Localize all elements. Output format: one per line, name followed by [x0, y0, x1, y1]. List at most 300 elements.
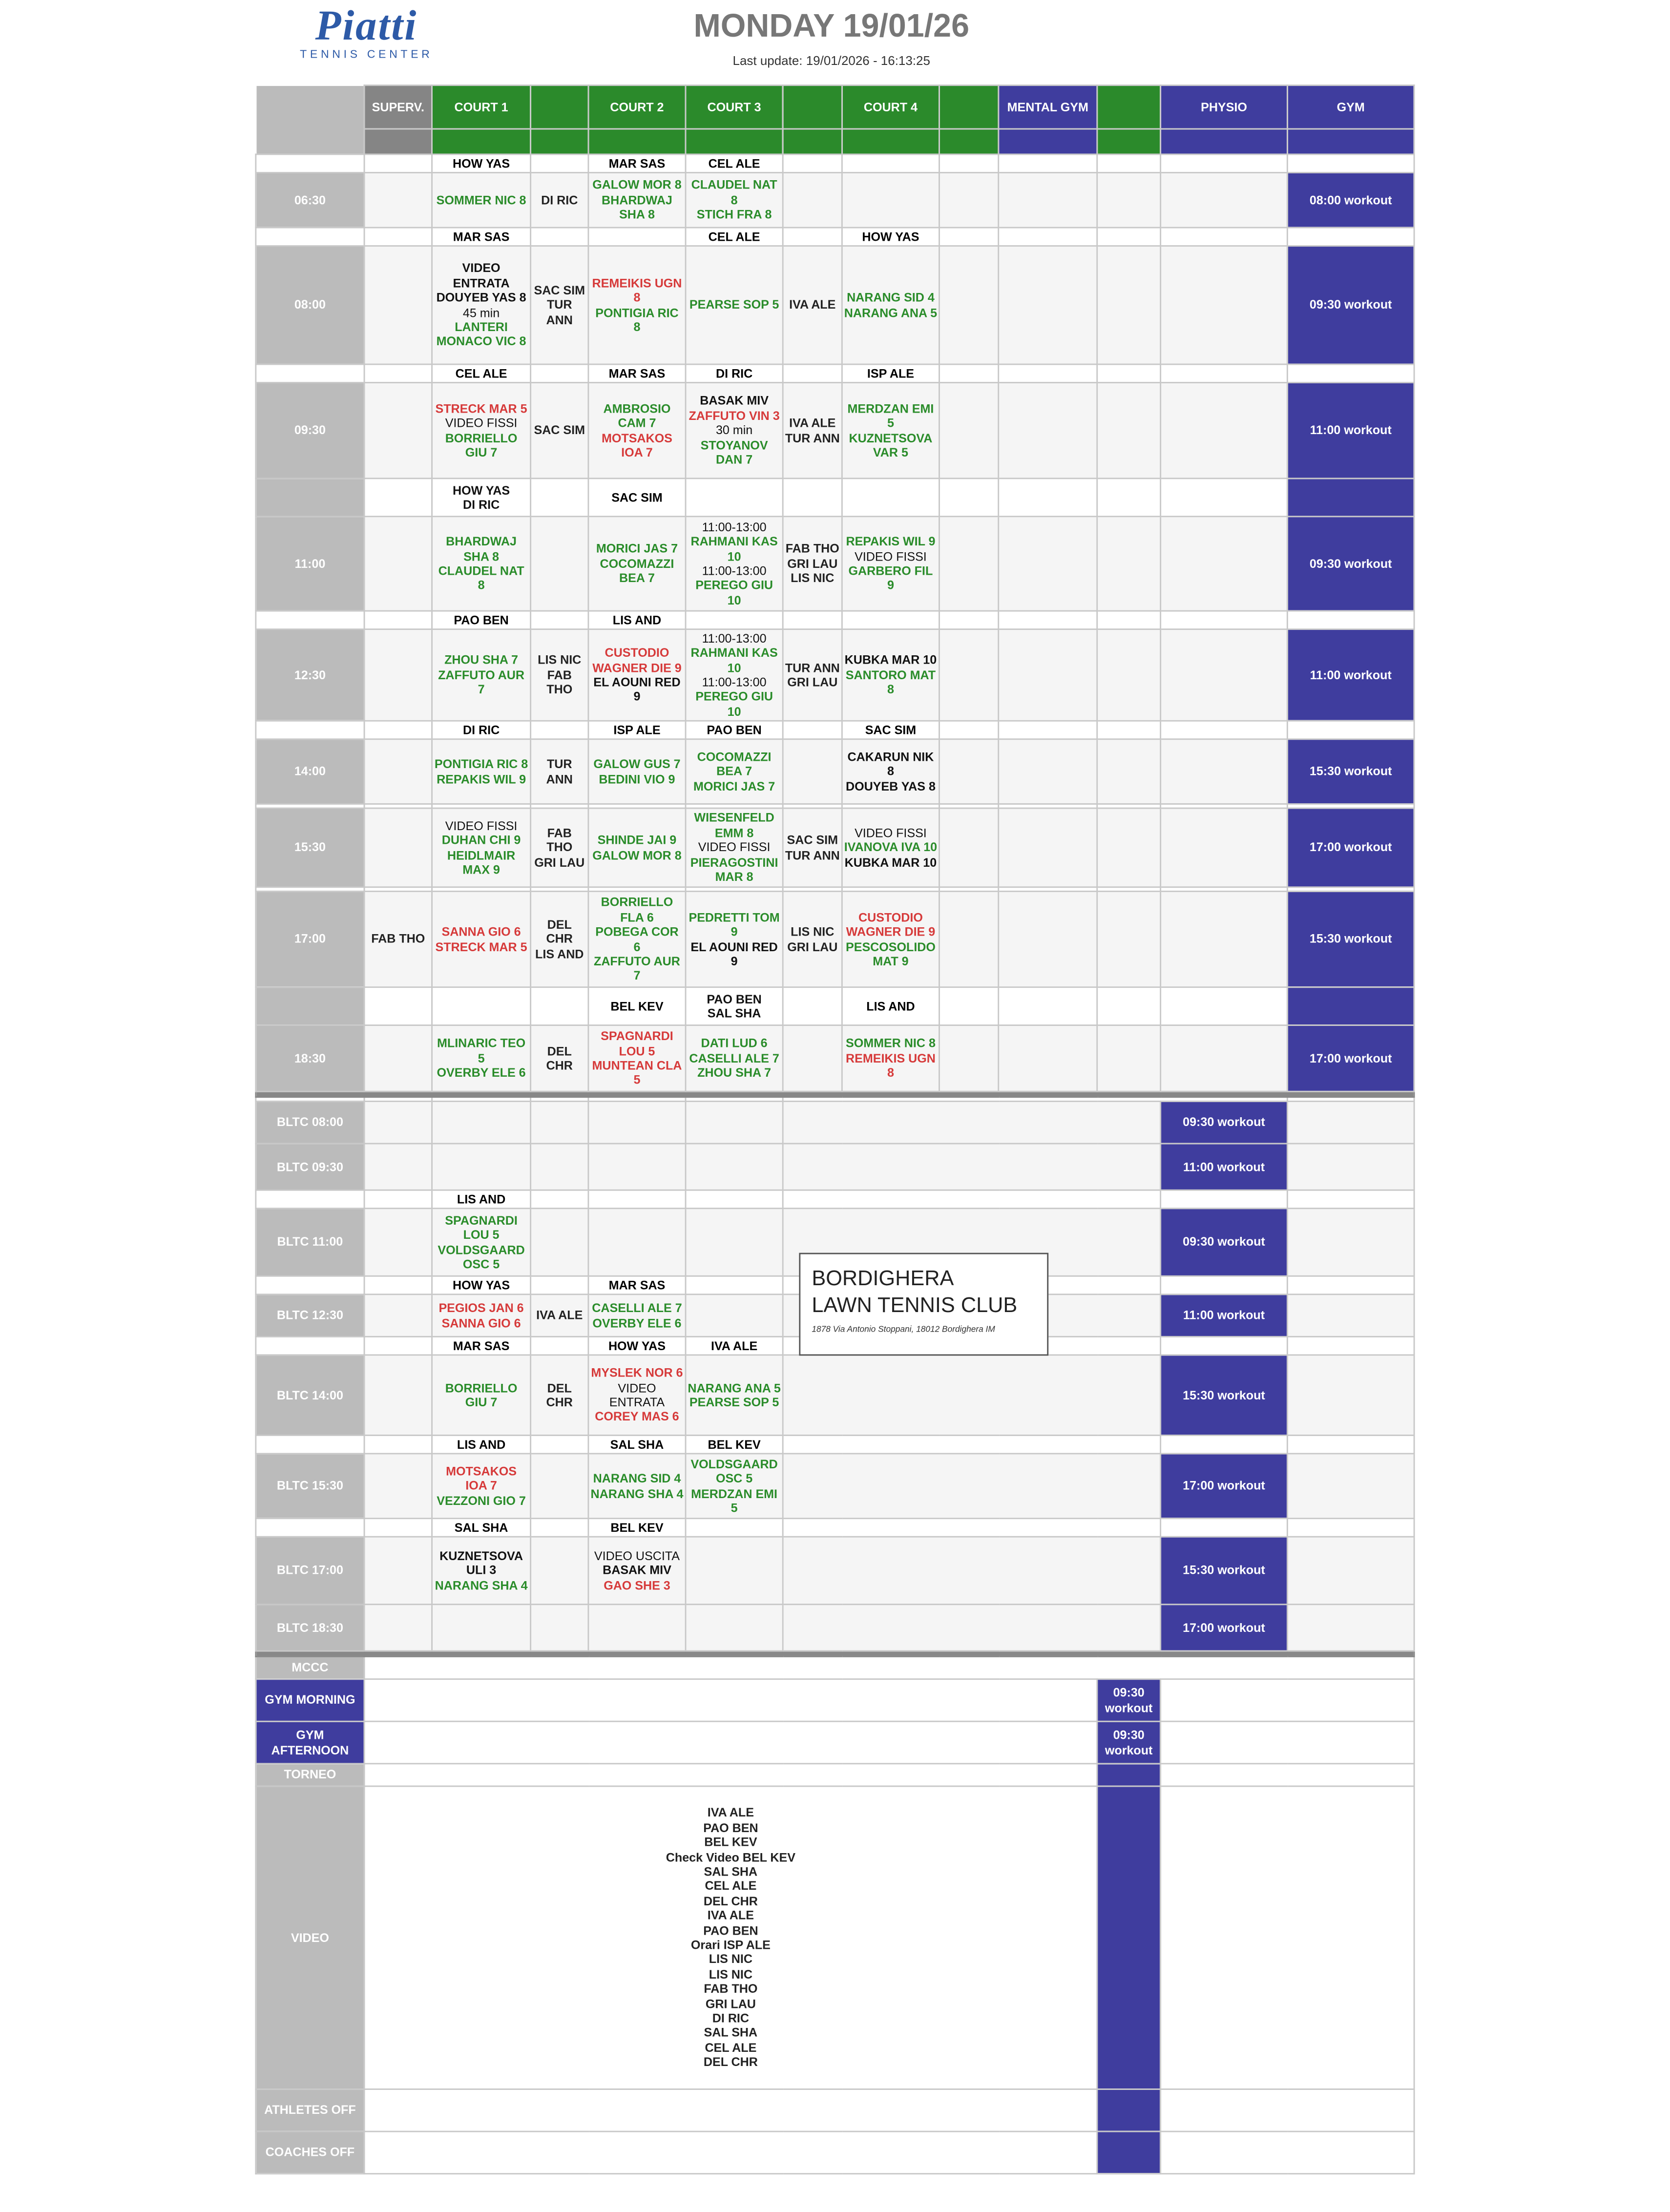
schedule-cell: [256, 887, 364, 892]
cell-entry: CLAUDEL NAT 8: [438, 563, 524, 593]
schedule-cell: [686, 1519, 783, 1537]
schedule-cell: [1287, 1144, 1414, 1190]
schedule-cell: [588, 383, 686, 479]
schedule-cell: [588, 887, 686, 892]
cell-entry: ZAFFUTO AUR 7: [593, 954, 680, 983]
video-list-item: DEL CHR: [703, 2055, 758, 2069]
cell-entry: LIS NIC: [791, 924, 835, 939]
header-court2: COURT 2: [588, 85, 686, 129]
schedule-cell: [842, 479, 939, 517]
schedule-cell: [686, 383, 783, 479]
schedule-cell: [686, 891, 783, 987]
schedule-cell: [588, 1144, 686, 1190]
schedule-cell: [364, 1679, 1097, 1722]
schedule-cell: [364, 629, 432, 721]
video-list-item: PAO BEN: [703, 1923, 758, 1938]
cell-entry: PEARSE SOP 5: [689, 1395, 779, 1409]
time-1530: 15:30: [256, 808, 364, 887]
schedule-cell: [1161, 808, 1288, 887]
schedule-cell: [939, 611, 999, 629]
schedule-cell: [531, 629, 588, 721]
cell-entry: COCOMAZZI BEA 7: [600, 556, 674, 585]
schedule-cell: [842, 739, 939, 804]
schedule-cell: [432, 1605, 531, 1651]
schedule-cell: [1097, 739, 1161, 804]
schedule-cell: [364, 1101, 432, 1144]
schedule-cell: [1097, 173, 1161, 228]
schedule-cell: [1287, 987, 1414, 1025]
schedule-cell: ISP ALE: [588, 721, 686, 739]
schedule-cell: [783, 129, 842, 154]
schedule-cell: [364, 2089, 1097, 2131]
schedule-cell: [1161, 887, 1288, 892]
schedule-cell: MAR SAS: [588, 364, 686, 383]
cell-entry: NARANG ANA 5: [688, 1380, 781, 1395]
header-court1: COURT 1: [432, 85, 531, 129]
schedule-cell: [364, 1537, 432, 1605]
schedule-cell: [1287, 1294, 1414, 1337]
cell-entry: KUZNETSOVA ULI 3: [439, 1548, 523, 1578]
schedule-cell: [1161, 364, 1288, 383]
schedule-cell: [1287, 1336, 1414, 1355]
schedule-cell: [686, 739, 783, 804]
schedule-cell: [999, 804, 1097, 808]
schedule-cell: [999, 479, 1097, 517]
schedule-cell: [588, 1190, 686, 1209]
schedule-cell: [939, 517, 999, 611]
cell-entry: PESCOSOLIDO MAT 9: [846, 939, 936, 968]
schedule-cell: [432, 1097, 531, 1102]
cell-entry: CUSTODIO: [605, 646, 669, 660]
video-list-item: PAO BEN: [703, 1820, 758, 1835]
schedule-cell: [432, 246, 531, 364]
schedule-cell: [364, 1764, 1097, 1786]
schedule-cell: [999, 228, 1097, 246]
schedule-cell: [1097, 2089, 1161, 2131]
schedule-cell: [432, 804, 531, 808]
cell-entry: DI RIC: [462, 497, 500, 512]
cell-entry: 30 min: [715, 423, 753, 438]
video-list-item: LIS NIC: [709, 1952, 752, 1967]
schedule-cell: CEL ALE: [432, 364, 531, 383]
schedule-cell: [939, 629, 999, 721]
schedule-cell: [999, 383, 1097, 479]
schedule-cell: [364, 1355, 432, 1436]
schedule-cell: TUR ANN: [531, 739, 588, 804]
cell-entry: EL AOUNI RED 9: [593, 675, 681, 704]
cell-entry: GRI LAU: [787, 675, 838, 689]
schedule-cell: [364, 228, 432, 246]
schedule-cell: HOW YAS: [588, 1336, 686, 1355]
cell-entry: BHARDWAJ SHA 8: [446, 534, 517, 563]
schedule-cell: [939, 739, 999, 804]
cell-entry: ZHOU SHA 7: [444, 653, 519, 668]
cell-entry: BASAK MIV: [700, 394, 769, 408]
schedule-cell: [364, 739, 432, 804]
physio-workout: 15:30 workout: [1161, 1355, 1288, 1436]
schedule-cell: [256, 987, 364, 1025]
cell-entry: 11:00-13:00: [702, 563, 767, 578]
schedule-cell: [1097, 987, 1161, 1025]
cell-entry: AMBROSIO CAM 7: [603, 401, 671, 430]
cell-entry: DUHAN CHI 9: [441, 833, 521, 847]
schedule-cell: [686, 1025, 783, 1092]
schedule-cell: [531, 887, 588, 892]
label-gym-afternoon: GYM AFTERNOON: [256, 1721, 364, 1764]
schedule-cell: [256, 1190, 364, 1209]
cell-entry: VOLDSGAARD OSC 5: [438, 1242, 525, 1271]
cell-entry: WIESENFELD EMM 8: [694, 811, 774, 840]
cell-entry: PEDRETTI TOM 9: [689, 910, 780, 939]
cell-entry: KUBKA MAR 10: [844, 855, 937, 869]
schedule-cell: [531, 228, 588, 246]
schedule-cell: [1287, 887, 1414, 892]
cell-entry: LIS NIC: [538, 653, 582, 668]
schedule-cell: [999, 891, 1097, 987]
schedule-cell: [999, 173, 1097, 228]
cell-entry: BORRIELLO FLA 6: [601, 895, 673, 924]
cell-entry: 45 min: [462, 305, 500, 319]
schedule-cell: [256, 1091, 1414, 1097]
schedule-cell: [432, 1025, 531, 1092]
schedule-cell: SAC SIM: [588, 479, 686, 517]
schedule-cell: [1161, 1435, 1288, 1454]
schedule-cell: [531, 479, 588, 517]
schedule-cell: [939, 479, 999, 517]
cell-entry: VIDEO USCITA: [594, 1548, 680, 1563]
schedule-cell: [842, 804, 939, 808]
cell-entry: WAGNER DIE 9: [846, 924, 936, 939]
schedule-cell: [588, 1454, 686, 1519]
cell-entry: CASELLI ALE 7: [689, 1051, 779, 1065]
header-court3: COURT 3: [686, 85, 783, 129]
cell-entry: NARANG ANA 5: [844, 305, 938, 319]
cell-entry: SAC SIM: [787, 833, 838, 847]
schedule-cell: [1287, 479, 1414, 517]
time-0930: 09:30: [256, 383, 364, 479]
cell-entry: SAC SIM: [534, 283, 585, 297]
schedule-cell: [531, 1336, 588, 1355]
cell-entry: NARANG SID 4: [593, 1471, 681, 1486]
time-1830: 18:30: [256, 1025, 364, 1092]
schedule-cell: [1287, 1101, 1414, 1144]
schedule-cell: [432, 383, 531, 479]
schedule-cell: [939, 887, 999, 892]
cell-entry: PEARSE SOP 5: [689, 297, 779, 312]
schedule-cell: IVA ALE: [783, 246, 842, 364]
schedule-cell: [364, 1656, 1414, 1679]
schedule-cell: [1287, 1537, 1414, 1605]
schedule-cell: [432, 1209, 531, 1276]
schedule-cell: [1287, 228, 1414, 246]
schedule-cell: BEL KEV: [686, 1435, 783, 1454]
schedule-cell: [256, 479, 364, 517]
cell-entry: TUR ANN: [785, 660, 840, 675]
cell-entry: REMEIKIS UGN 8: [592, 275, 682, 305]
cell-entry: GRI LAU: [787, 556, 838, 571]
schedule-cell: [1161, 2089, 1414, 2131]
schedule-cell: DI RIC: [432, 721, 531, 739]
schedule-cell: [686, 1605, 783, 1651]
cell-entry: PIERAGOSTINI MAR 8: [690, 855, 778, 884]
schedule-cell: [999, 629, 1097, 721]
cell-entry: VIDEO FISSI: [855, 825, 927, 840]
schedule-cell: [783, 987, 842, 1025]
schedule-cell: [1097, 611, 1161, 629]
cell-entry: LANTERI MONACO VIC 8: [436, 319, 526, 349]
schedule-cell: [686, 808, 783, 887]
schedule-cell: [999, 721, 1097, 739]
schedule-cell: [842, 246, 939, 364]
schedule-cell: [588, 891, 686, 987]
schedule-cell: [1161, 1025, 1288, 1092]
schedule-cell: [783, 228, 842, 246]
schedule-cell: [999, 364, 1097, 383]
schedule-cell: [842, 173, 939, 228]
cell-entry: CAKARUN NIK 8: [847, 750, 934, 778]
schedule-cell: [999, 1025, 1097, 1092]
cell-entry: SHINDE JAI 9: [597, 833, 677, 847]
schedule-cell: [939, 1025, 999, 1092]
video-list-item: IVA ALE: [707, 1805, 754, 1820]
cell-entry: MOTSAKOS IOA 7: [602, 430, 672, 459]
schedule-cell: [1097, 479, 1161, 517]
gym-workout: 09:30 workout: [1287, 517, 1414, 611]
cell-entry: VIDEO ENTRATA: [453, 261, 510, 290]
schedule-cell: [1161, 383, 1288, 479]
schedule-cell: [783, 1101, 1160, 1144]
schedule-cell: [686, 517, 783, 611]
schedule-cell: [1097, 1764, 1161, 1786]
schedule-cell: [1161, 1276, 1288, 1294]
cell-entry: 11:00-13:00: [702, 520, 767, 534]
schedule-cell: [686, 1144, 783, 1190]
schedule-cell: [1161, 1190, 1288, 1209]
cell-entry: STRECK MAR 5: [435, 401, 527, 416]
schedule-cell: [588, 246, 686, 364]
schedule-cell: DI RIC: [686, 364, 783, 383]
schedule-cell: [364, 154, 432, 173]
cell-entry: OVERBY ELE 6: [592, 1315, 682, 1330]
schedule-cell: [1097, 804, 1161, 808]
schedule-cell: [1287, 1435, 1414, 1454]
schedule-cell: [939, 383, 999, 479]
schedule-cell: [432, 479, 531, 517]
schedule-cell: [256, 1336, 364, 1355]
schedule-cell: [1097, 85, 1161, 129]
gym-morning-workout: 09:30 workout: [1097, 1679, 1161, 1722]
schedule-cell: [686, 1355, 783, 1436]
schedule-cell: [256, 364, 364, 383]
cell-entry: PEGIOS JAN 6: [438, 1301, 524, 1315]
video-list-item: BEL KEV: [704, 1835, 757, 1849]
schedule-cell: LIS AND: [588, 611, 686, 629]
cell-entry: GALOW MOR 8: [592, 178, 682, 192]
schedule-cell: [432, 1101, 531, 1144]
cell-entry: MYSLEK NOR 6: [591, 1366, 683, 1380]
schedule-cell: [783, 517, 842, 611]
schedule-cell: [1161, 1764, 1414, 1786]
cell-entry: GRI LAU: [787, 939, 838, 954]
schedule-cell: [783, 887, 842, 892]
cell-entry: MORICI JAS 7: [693, 779, 775, 793]
cell-entry: REPAKIS WIL 9: [846, 534, 936, 549]
schedule-cell: LIS AND: [432, 1190, 531, 1209]
cell-entry: MERDZAN EMI 5: [847, 401, 934, 430]
schedule-cell: [783, 85, 842, 129]
schedule-cell: [1161, 629, 1288, 721]
video-list-item: Check Video BEL KEV: [666, 1850, 796, 1864]
schedule-cell: [783, 1097, 1287, 1102]
gym-workout: 15:30 workout: [1287, 739, 1414, 804]
schedule-cell: [364, 808, 432, 887]
schedule-grid: [255, 84, 1415, 2174]
cell-entry: NARANG SHA 4: [590, 1486, 684, 1501]
schedule-cell: [686, 246, 783, 364]
schedule-cell: [256, 85, 364, 129]
schedule-cell: [939, 987, 999, 1025]
schedule-cell: [939, 721, 999, 739]
schedule-cell: [783, 1519, 1160, 1537]
cell-entry: DATI LUD 6: [701, 1036, 768, 1051]
schedule-cell: [1161, 1786, 1414, 2089]
cell-entry: SPAGNARDI LOU 5: [601, 1029, 673, 1058]
schedule-cell: [1161, 2131, 1414, 2174]
schedule-cell: [588, 1209, 686, 1276]
schedule-cell: [364, 1097, 432, 1102]
cell-entry: VIDEO FISSI: [698, 840, 771, 855]
schedule-cell: [1287, 1454, 1414, 1519]
gym-workout: 17:00 workout: [1287, 1025, 1414, 1092]
schedule-cell: [939, 891, 999, 987]
label-athletes-off: ATHLETES OFF: [256, 2089, 364, 2131]
schedule-cell: [364, 987, 432, 1025]
schedule-cell: [364, 1209, 432, 1276]
schedule-cell: [364, 364, 432, 383]
schedule-cell: [1097, 154, 1161, 173]
schedule-cell: ISP ALE: [842, 364, 939, 383]
cell-entry: CASELLI ALE 7: [592, 1301, 682, 1315]
schedule-cell: [686, 987, 783, 1025]
schedule-cell: [364, 1605, 432, 1651]
cell-entry: NARANG SID 4: [847, 290, 935, 305]
schedule-cell: [364, 246, 432, 364]
schedule-cell: [588, 1355, 686, 1436]
gym-afternoon-workout: 09:30 workout: [1097, 1721, 1161, 1764]
schedule-cell: [686, 1097, 783, 1102]
schedule-cell: [1097, 383, 1161, 479]
cell-entry: TUR ANN: [785, 847, 840, 862]
schedule-cell: FAB THO: [364, 891, 432, 987]
schedule-cell: [783, 739, 842, 804]
schedule-cell: [432, 1355, 531, 1436]
schedule-cell: [432, 739, 531, 804]
cell-entry: VIDEO FISSI: [445, 416, 518, 430]
schedule-cell: [939, 228, 999, 246]
cell-entry: VIDEO FISSI: [855, 549, 927, 563]
schedule-cell: [531, 1435, 588, 1454]
schedule-cell: [364, 129, 432, 154]
schedule-cell: [783, 804, 842, 808]
schedule-cell: [531, 154, 588, 173]
schedule-cell: [999, 887, 1097, 892]
schedule-cell: [783, 1144, 1160, 1190]
schedule-cell: [432, 891, 531, 987]
bltc-slot: BLTC 08:00: [256, 1101, 364, 1144]
schedule-cell: [364, 1144, 432, 1190]
schedule-cell: [364, 1519, 432, 1537]
schedule-cell: [256, 611, 364, 629]
schedule-cell: [364, 173, 432, 228]
schedule-cell: [432, 173, 531, 228]
schedule-cell: [531, 517, 588, 611]
time-1100: 11:00: [256, 517, 364, 611]
header-superv: SUPERV.: [364, 85, 432, 129]
schedule-cell: [1097, 2131, 1161, 2174]
schedule-cell: [531, 804, 588, 808]
schedule-cell: SAC SIM: [842, 721, 939, 739]
schedule-cell: [999, 129, 1097, 154]
schedule-cell: [364, 887, 432, 892]
schedule-cell: [588, 173, 686, 228]
schedule-cell: [364, 1721, 1097, 1764]
schedule-cell: PAO BEN: [432, 611, 531, 629]
schedule-cell: [783, 1025, 842, 1092]
schedule-cell: [588, 629, 686, 721]
schedule-cell: [686, 1101, 783, 1144]
cell-entry: TUR ANN: [546, 297, 573, 327]
schedule-cell: [531, 85, 588, 129]
cell-entry: MOTSAKOS IOA 7: [446, 1464, 517, 1493]
schedule-cell: [364, 1025, 432, 1092]
bltc-slot: BLTC 18:30: [256, 1605, 364, 1651]
cell-entry: DOUYEB YAS 8: [436, 290, 526, 305]
schedule-cell: [531, 1144, 588, 1190]
schedule-cell: [256, 1276, 364, 1294]
cell-entry: VOLDSGAARD OSC 5: [690, 1457, 778, 1486]
schedule-cell: [1287, 1097, 1414, 1102]
label-gym-morning: GYM MORNING: [256, 1679, 364, 1722]
schedule-cell: [842, 611, 939, 629]
cell-entry: FAB THO: [785, 542, 839, 556]
schedule-cell: [1161, 173, 1288, 228]
schedule-cell: [939, 246, 999, 364]
gym-workout: 11:00 workout: [1287, 383, 1414, 479]
schedule-cell: [1097, 517, 1161, 611]
schedule-cell: [531, 1454, 588, 1519]
gym-workout: 08:00 workout: [1287, 173, 1414, 228]
last-update: Last update: 19/01/2026 - 16:13:25: [732, 53, 930, 68]
schedule-cell: [432, 1294, 531, 1337]
schedule-cell: [256, 1519, 364, 1537]
video-list-item: DEL CHR: [703, 1894, 758, 1908]
schedule-cell: [364, 1294, 432, 1337]
physio-workout: 17:00 workout: [1161, 1605, 1288, 1651]
schedule-cell: [531, 129, 588, 154]
schedule-cell: [939, 804, 999, 808]
video-list-item: DI RIC: [712, 2011, 749, 2025]
schedule-cell: [939, 154, 999, 173]
cell-entry: ZAFFUTO VIN 3: [689, 408, 780, 423]
cell-entry: STRECK MAR 5: [435, 939, 527, 954]
cell-entry: STOYANOV DAN 7: [700, 438, 768, 467]
cell-entry: SANNA GIO 6: [441, 1315, 521, 1330]
schedule-cell: [1097, 364, 1161, 383]
schedule-cell: [999, 808, 1097, 887]
schedule-cell: [1097, 721, 1161, 739]
label-coaches-off: COACHES OFF: [256, 2131, 364, 2174]
schedule-cell: [783, 364, 842, 383]
